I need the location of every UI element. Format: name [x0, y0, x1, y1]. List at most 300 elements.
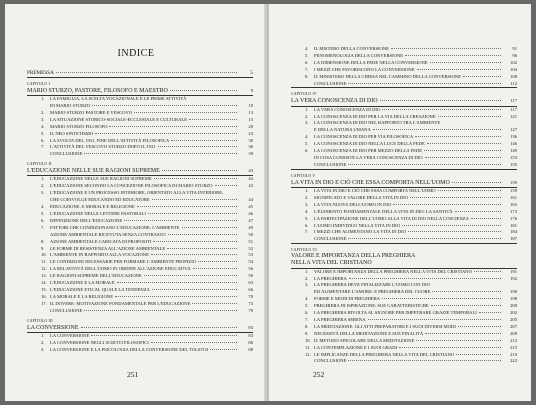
toc-entry [305, 46, 517, 53]
chapter-heading [27, 167, 253, 176]
entry-number: 2. [41, 183, 45, 189]
entry-title: LA PREGHIERA [314, 275, 347, 281]
leader-dots [168, 234, 237, 235]
toc-entry [305, 338, 517, 345]
entry-number: 5. [305, 52, 309, 58]
entry-title: LA PREGHIERA RIVOLTA AL SIGNORE PER IMPETRARE GRAZIE TEMPORALI [314, 310, 477, 316]
entry-title: LA SVOLTA DEL 1931, FINE DELL'ATTIVITÀ FILOSOFICA [50, 137, 170, 143]
section-rule [27, 77, 253, 78]
entry-page: 200 [510, 303, 517, 309]
leader-dots [458, 326, 501, 327]
premessa-entry [27, 70, 253, 77]
leader-dots [405, 55, 501, 56]
leader-dots [399, 347, 501, 348]
entry-title: E DELLA NATURA UMANA [314, 127, 371, 133]
entry-title: LA MORALE E LA RELIGIONE [50, 293, 114, 299]
entry-page: 23 [248, 130, 253, 136]
entry-number: 16. [41, 293, 47, 299]
chapter-label: CAPITOLO III [27, 318, 53, 323]
entry-page: 10 [248, 103, 253, 109]
entry-title: SIGNIFICATO E VALORE DELLA VITA IN DIO [314, 194, 408, 200]
entry-title: LA VERA CONOSCENZA DI DIO [314, 106, 381, 112]
entry-number: 12. [41, 266, 47, 272]
leader-dots [382, 109, 501, 110]
entry-page: 161 [510, 194, 517, 200]
entry-page: 70 [248, 293, 253, 299]
leader-dots [425, 333, 501, 334]
toc-entry [41, 246, 253, 253]
entry-title: LA SITUAZIONE STORICO-SOCIALE-ECCLESIALE E CULTURALE [50, 116, 188, 122]
entry-number: 5. [305, 141, 309, 147]
chapter-title: MARIO STURZO, PASTORE, FILOSOFO E MAESTRO [27, 87, 168, 94]
chapter-label: CAPITOLO VI [291, 248, 317, 253]
leader-dots [152, 199, 237, 200]
toc-entry [305, 114, 517, 121]
entry-page: 66 [248, 286, 253, 292]
page-number-right: 252 [313, 370, 325, 379]
leader-dots [417, 69, 501, 70]
entry-title: IL DOVERE: MOTIVAZIONE FONDAMENTALE PER L'EDUCAZIONE [50, 300, 191, 306]
entry-title: CONCLUSIONE [314, 161, 347, 167]
toc-entry [305, 331, 517, 338]
entry-number: 5. [41, 130, 45, 136]
entry-title: LA CONVERSIONE E LA PSICOLOGIA DELLA CONVERSIONE DEL TOLSTOJ [50, 346, 209, 352]
entry-number: 10. [305, 337, 311, 343]
entry-title: DEFINIZIONE DELL'EDUCAZIONE [50, 217, 123, 223]
entry-page: 54 [248, 259, 253, 265]
entry-page: 45 [248, 204, 253, 210]
entry-title: LA VITA IN DIO E CIÒ CHE ESSA COMPORTA NELL'UOMO [314, 188, 436, 193]
toc-entry [305, 236, 517, 243]
leader-dots [373, 129, 501, 130]
toc-entry [305, 155, 517, 162]
toc-entry [305, 345, 517, 352]
leader-dots [158, 146, 237, 147]
entry-title: LE IMPLICANZE DELLA PREGHIERA NELLA VITA DEL CRISTIANO [314, 351, 455, 357]
leader-dots [471, 218, 501, 219]
entry-title: LA CONTEMPLAZIONE E I SUOI GRADI [314, 344, 398, 350]
entry-title: IL MINISTERO DELLA CHIESA NEL CAMMINO DELLA CONVERSIONE [314, 73, 462, 79]
toc-entry [41, 103, 253, 110]
chapter-title-line: VALORE E IMPORTANZA DELLA PREGHIERA [291, 253, 416, 260]
entry-number: 2. [305, 194, 309, 200]
toc-entry [41, 340, 253, 347]
toc-entry [41, 131, 253, 138]
entry-number: 4. [305, 134, 309, 140]
entry-number: 1. [41, 176, 45, 182]
entry-page: 196 [510, 289, 517, 295]
toc-entry [305, 67, 517, 74]
entry-page: 219 [510, 351, 517, 357]
entry-number: 6. [305, 222, 309, 228]
entry-page: 13 [248, 109, 253, 115]
toc-entry [305, 269, 517, 276]
entry-page: 91 [512, 46, 517, 51]
entry-number: 8. [41, 238, 45, 244]
toc-entry [305, 358, 517, 365]
entry-number: 7. [305, 317, 309, 322]
toc-entry [305, 352, 517, 359]
entry-number: 5. [305, 215, 309, 221]
entry-title: LA VITA NUOVA DELL'UOMO IN DIO [314, 201, 392, 207]
entry-page: 165 [510, 201, 517, 207]
entry-number: 3. [41, 190, 45, 196]
entry-title: LE FORME DI RESISTENZA ALL'AZIONE AMBIENTALE [50, 245, 166, 251]
chapter-page: 83 [248, 324, 253, 330]
entry-page: 153 [510, 154, 517, 160]
chapter-title: LA VERA CONOSCENZA DI DIO [291, 98, 378, 105]
leader-dots [349, 278, 501, 279]
entry-title: I MEZZI CHE FAVORISCONO LA CONVERSIONE [314, 66, 415, 72]
entry-page: 155 [510, 161, 517, 167]
entry-number: 5. [305, 303, 309, 309]
entry-title: LA PREGHIERA SERENA [314, 317, 366, 322]
entry-title: VALORE E IMPORTANZA DELLA PREGHIERA NELLA VITA DEL CRISTIANO [314, 268, 472, 274]
leader-dots [152, 289, 237, 290]
entry-title: CHE COINVOLGE EDUCANDO ED EDUCATORE [50, 197, 150, 203]
leader-dots [215, 185, 237, 186]
section-rule [291, 169, 517, 170]
entry-title: CONCLUSIONE [50, 151, 83, 157]
leader-dots [210, 349, 237, 350]
entry-page: 102 [510, 59, 517, 65]
entry-title: FORME E MODI DI PREGHIERA [314, 296, 381, 302]
entry-title: L'EDUCAZIONE NELLE LETTERE PASTORALI [50, 211, 146, 216]
entry-page: 149 [510, 148, 517, 154]
leader-dots [198, 261, 237, 262]
entry-number: 4. [305, 208, 309, 214]
toc-entry [41, 259, 253, 266]
entry-title: L'EDUCAZIONE E LA MORALE [50, 280, 115, 286]
entry-title: PREGHIERA DI ISPIRAZIONE: SUE CARATTERISTICHE [314, 303, 429, 309]
leader-dots [193, 268, 237, 269]
entry-page: 15 [248, 116, 253, 122]
entry-page: 127 [510, 127, 517, 133]
toc-entry [41, 183, 253, 190]
entry-page: 121 [510, 113, 517, 119]
entry-page: 207 [510, 323, 517, 329]
entry-page: 53 [248, 252, 253, 258]
leader-dots [148, 213, 237, 214]
leader-dots [391, 48, 501, 49]
chapter-title: LA VITA IN DIO E CIÒ CHE ESSA COMPORTA NELL'UOMO [291, 179, 450, 186]
entry-page: 184 [510, 229, 517, 235]
leader-dots [416, 340, 501, 341]
leader-dots [474, 271, 501, 272]
left-toc [27, 70, 253, 354]
toc-entry [41, 144, 253, 151]
entry-number: 4. [305, 296, 309, 302]
leader-dots [167, 248, 237, 249]
entry-number: 5. [41, 211, 45, 216]
entry-title: L'EDUCAZIONE E UN PROCESSO INTERIORE, ORIENTATO ALLA VITA INTERIORE, [50, 190, 224, 196]
leader-dots [456, 354, 501, 355]
toc-entry [41, 252, 253, 259]
toc-entry [41, 294, 253, 301]
entry-number: 1. [41, 96, 45, 102]
entry-title: LA PARTECIPAZIONE DELL'UOMO ALLA VITA DI DIO NELLA COSCIENZA [314, 215, 469, 221]
toc-entry [41, 197, 253, 204]
toc-entry [305, 53, 517, 60]
entry-page: 192 [510, 275, 517, 281]
toc-entry [305, 202, 517, 209]
toc-entry [41, 117, 253, 124]
section-rule [291, 243, 517, 244]
leader-dots [151, 342, 237, 343]
toc-entry [41, 333, 253, 340]
entry-page: 39 [248, 151, 253, 157]
leader-dots [348, 83, 501, 84]
toc-entry [41, 211, 253, 218]
entry-title: DI MARIO STURZO [50, 103, 91, 109]
entry-page: 104 [510, 66, 517, 72]
leader-dots [115, 296, 237, 297]
entry-number: 1. [305, 188, 309, 193]
entry-number: 11. [305, 344, 311, 350]
entry-number: 7. [305, 66, 309, 72]
entry-number: 6. [41, 217, 45, 223]
toc-entry [41, 308, 253, 315]
leader-dots [430, 62, 501, 63]
entry-title: CONCLUSIONE [314, 236, 347, 242]
entry-page: 187 [510, 236, 517, 242]
entry-title: LA MEDITAZIONE: GLI ATTI PREPARATORI E I SUOI DIVERSI MODI [314, 323, 456, 329]
leader-dots [479, 312, 501, 313]
section-rule [291, 87, 517, 88]
entry-page: 43 [248, 176, 253, 182]
entry-page: 51 [248, 238, 253, 244]
entry-title: L'AMBIENTE IN RAPPORTO ALLA VOCAZIONE [50, 252, 149, 258]
entry-number: 7. [41, 144, 45, 150]
entry-page: 30 [248, 137, 253, 143]
leader-dots [463, 76, 501, 77]
entry-page: 88 [248, 346, 253, 352]
leader-dots [81, 327, 237, 328]
toc-entry [305, 134, 517, 141]
toc-entry [305, 296, 517, 303]
entry-title: L'ATTIVITÀ DEL VESCOVO STURZO DOPO IL 1931 [50, 144, 156, 150]
toc-entry [305, 107, 517, 114]
entry-page: 96 [512, 52, 517, 58]
toc-entry [305, 188, 517, 195]
leader-dots [192, 303, 237, 304]
leader-dots [154, 178, 237, 179]
right-toc [291, 46, 517, 365]
entry-number: 1. [41, 332, 45, 338]
leader-dots [425, 157, 501, 158]
toc-entry [305, 74, 517, 81]
entry-number: 7. [305, 229, 309, 235]
leader-dots [56, 72, 237, 73]
leader-dots [170, 90, 237, 91]
entry-page: 47 [248, 217, 253, 223]
entry-title: LA DIMENSIONE DELLA FEDE NELLA CONVERSIONE [314, 59, 428, 65]
toc-entry [305, 148, 517, 155]
entry-number: 3. [41, 346, 45, 352]
chapter-title: LA CONVERSIONE [27, 324, 79, 331]
entry-title: FATTORI CHE CONDIZIONANO L'EDUCAZIONE: L'AMBIENTE [50, 224, 180, 230]
chapter-label: CAPITOLO II [27, 162, 52, 167]
toc-entry [41, 239, 253, 246]
toc-entry [305, 276, 517, 283]
entry-number: 7. [41, 224, 45, 230]
leader-dots [452, 182, 501, 183]
entry-title: IL METODO SINGOLARE DELLA MEDITAZIONE [314, 337, 415, 343]
toc-entry [305, 317, 517, 324]
entry-page: 213 [510, 337, 517, 343]
entry-page: 43 [248, 183, 253, 189]
entry-title: MARIO STURZO FILOSOFO [50, 123, 108, 129]
leader-dots [95, 133, 237, 134]
entry-title: LA CONOSCENZA DI DIO NELLA LUCE DELLA FEDE [314, 141, 425, 147]
toc-entry [41, 190, 253, 197]
leader-dots [124, 220, 237, 221]
toc-entry [41, 151, 253, 158]
chapter-page: 159 [510, 179, 517, 185]
leader-dots [137, 206, 237, 207]
leader-dots [182, 227, 237, 228]
toc-entry [305, 324, 517, 331]
entry-page: 173 [510, 208, 517, 214]
entry-number: 10. [41, 252, 47, 258]
entry-page: 63 [248, 280, 253, 286]
entry-title: MARIO STURZO PASTORE E VESCOVO [50, 109, 133, 115]
chapter-title: L'EDUCAZIONE NELLE SUE RAGIONI SUPREME [27, 168, 160, 175]
leader-dots [91, 335, 237, 336]
entry-number: 3. [305, 282, 309, 288]
entry-title: LA CONVERSIONE [50, 332, 90, 338]
entry-number: 3. [41, 116, 45, 122]
leader-dots [380, 100, 501, 101]
entry-title: CONCLUSIONE [314, 358, 347, 364]
entry-number: 2. [41, 109, 45, 115]
page-number-left: 251 [127, 370, 139, 379]
entry-page: 86 [248, 339, 253, 345]
chapter-page: 43 [248, 168, 253, 174]
entry-page: 56 [248, 266, 253, 272]
chapter-heading [291, 179, 517, 188]
entry-title: ED ALIMENTARE L'AMORE: E PREGHIERA DEL CUORE [314, 289, 431, 295]
entry-page: 146 [510, 141, 517, 147]
entry-number: 2. [305, 113, 309, 119]
leader-dots [134, 112, 237, 113]
leader-dots [402, 225, 501, 226]
entry-number: 1. [305, 268, 309, 274]
entry-page: 222 [510, 358, 517, 364]
entry-page: 215 [510, 344, 517, 350]
toc-entry [305, 303, 517, 310]
leader-dots [109, 126, 237, 127]
entry-title: IL MISTERO DELLA CONVERSIONE [314, 46, 389, 51]
entry-number: 2. [305, 275, 309, 281]
entry-page: 181 [510, 222, 517, 228]
entry-page: 50 [248, 231, 253, 237]
entry-title: L'UOMO INDIVIDUO NELLA VITA IN DIO [314, 222, 400, 228]
leader-dots [189, 119, 237, 120]
entry-number: 1. [305, 106, 309, 112]
toc-entry [41, 218, 253, 225]
entry-page: 83 [248, 332, 253, 338]
entry-number: 4. [41, 204, 45, 210]
entry-title: LA CONOSCENZA DI DIO PER LA VIA DELLA CREAZIONE [314, 113, 436, 119]
leader-dots [153, 241, 237, 242]
toc-entry [305, 282, 517, 289]
leader-dots [151, 254, 237, 255]
entry-number: 17. [41, 300, 47, 306]
chapter-heading [291, 260, 517, 268]
entry-title: IN COSA CONSISTE LA VERA CONOSCENZA DI DIO [314, 154, 423, 160]
entry-page: 159 [510, 188, 517, 193]
toc-entry [41, 266, 253, 273]
leader-dots [438, 190, 501, 191]
entry-page: 44 [248, 197, 253, 203]
leader-dots [117, 282, 237, 283]
index-title: INDICE [117, 48, 155, 59]
entry-number: 8. [305, 73, 309, 79]
leader-dots [348, 360, 501, 361]
entry-page: 176 [510, 215, 517, 221]
toc-entry [305, 81, 517, 88]
toc-entry [305, 141, 517, 148]
entry-page: 117 [510, 106, 517, 112]
toc-entry [41, 232, 253, 239]
leader-dots [171, 140, 237, 141]
entry-page: 205 [510, 317, 517, 322]
entry-page: 49 [248, 224, 253, 230]
chapter-heading [291, 97, 517, 106]
toc-entry [305, 162, 517, 169]
entry-title: LA PREGHIERA DEVE FINALIZZARE L'UOMO CON DIO [314, 282, 430, 288]
toc-entry [41, 301, 253, 308]
entry-number: 2. [41, 339, 45, 345]
entry-page: 198 [510, 296, 517, 302]
entry-title: LE RAGIONI SUPREME DELL'EDUCAZIONE [50, 273, 142, 279]
entry-title: LA CONOSCENZA DI DIO NEL RAPPORTO TRA L'AMBIENTE [314, 120, 441, 126]
entry-page: 191 [510, 268, 517, 274]
entry-title: NECESSITÀ DELLA MEDITAZIONE E SUE FINALITÀ [314, 330, 424, 336]
toc-entry [41, 273, 253, 280]
toc-entry [305, 310, 517, 317]
entry-number: 6. [305, 59, 309, 65]
entry-page: 209 [510, 330, 517, 336]
toc-entry [41, 287, 253, 294]
toc-entry [41, 96, 253, 103]
entry-page: 52 [248, 245, 253, 251]
entry-number: 6. [305, 148, 309, 154]
leader-dots [424, 150, 501, 151]
leader-dots [415, 136, 501, 137]
entry-number: 3. [305, 201, 309, 207]
leader-dots [348, 238, 501, 239]
leader-dots [438, 116, 501, 117]
entry-title: LA FAMIGLIA, LA SCELTA VOCAZIONALE E LE PRIME ATTIVITÀ [50, 96, 187, 102]
entry-page: 108 [510, 73, 517, 79]
chapter-heading [27, 87, 253, 96]
entry-title: IL NEO SINTETISMO [50, 130, 94, 136]
leader-dots [382, 298, 501, 299]
entry-page: 112 [510, 80, 517, 86]
entry-number: 11. [41, 259, 47, 265]
entry-title: FENOMENOLOGIA DELLA CONVERSIONE [314, 52, 404, 58]
leader-dots [84, 153, 237, 154]
toc-entry [305, 195, 517, 202]
entry-title: CONCLUSIONE [314, 80, 347, 86]
entry-page: 202 [510, 310, 517, 316]
toc-entry [41, 110, 253, 117]
toc-entry [305, 120, 517, 127]
chapter-label: CAPITOLO IV [291, 92, 317, 97]
entry-title: AZIONE AMBIENTALE CARICATA DI PROPOSITI [50, 238, 152, 244]
